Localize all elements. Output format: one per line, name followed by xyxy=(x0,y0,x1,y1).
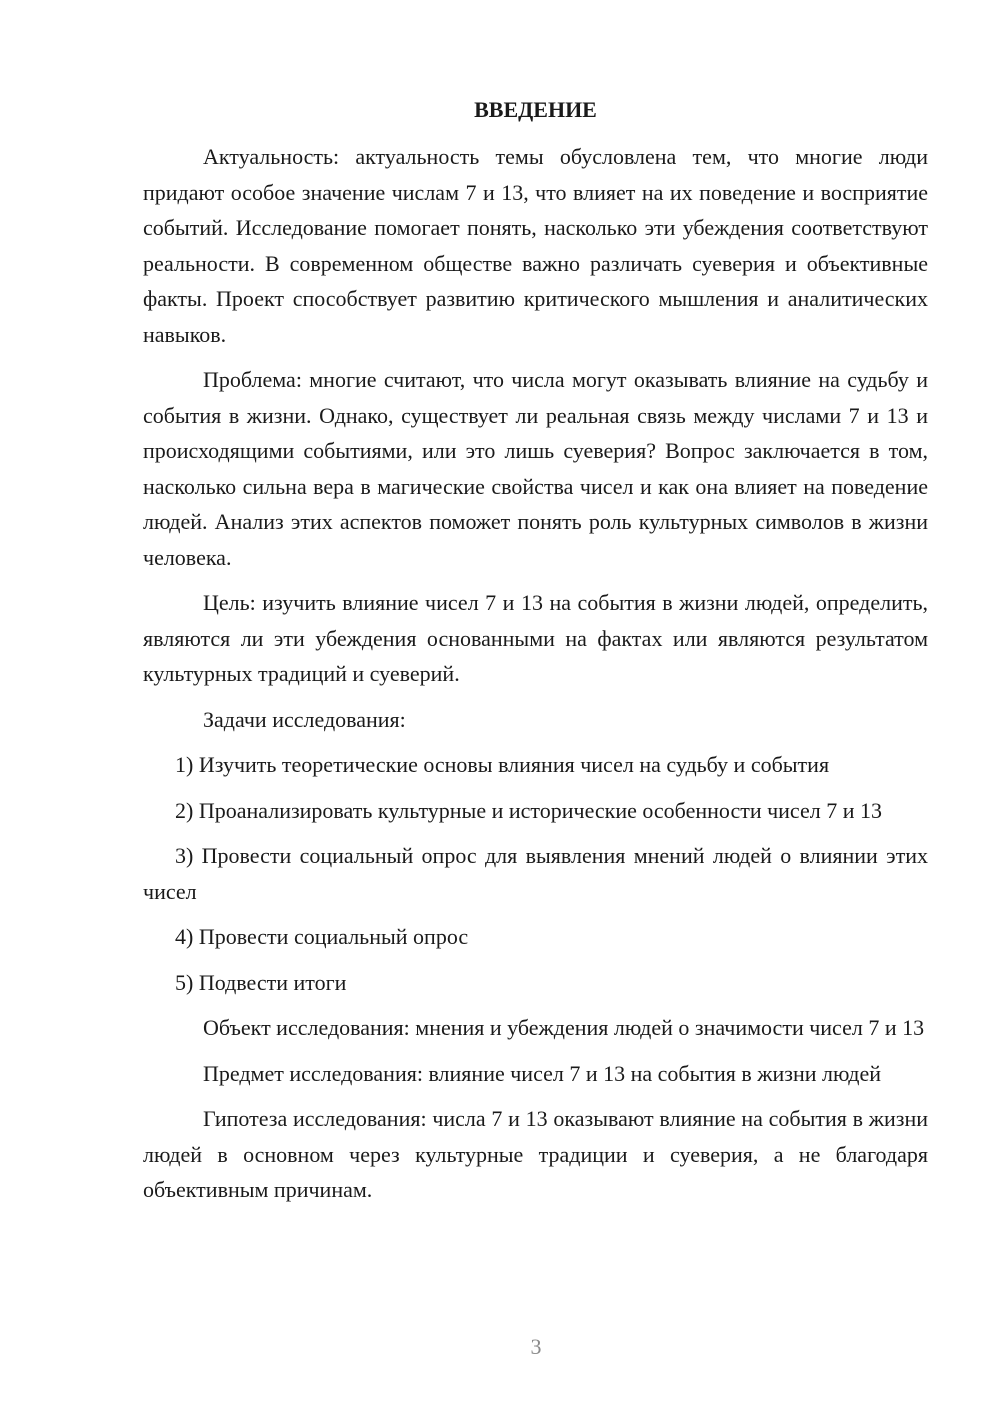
task-item-4: 4) Провести социальный опрос xyxy=(175,924,469,949)
paragraph-subject: Предмет исследования: влияние чисел 7 и 13 на события в жизни людей xyxy=(203,1060,882,1086)
paragraph-problem: Проблема: многие считают, что числа могут оказывать влияние на судьбу и события в жизни. Однако, существует ли реальная связь между числами 7 и 13 и происходящими событиями, или это лишь суеверия? Вопрос заключается в том, насколько сильна вера в магические свойства чисел и как она влияет на поведение людей. Анализ этих аспектов поможет понять роль культурных символов в жизни человека. xyxy=(143,367,928,570)
paragraph-relevance: Актуальность: актуальность темы обусловлена тем, что многие люди придают особое значение числам 7 и 13, что влияет на их поведение и восприятие событий. Исследование помогает понять, насколько эти убеждения соответствуют реальности. В современном обществе важно различать суеверия и объективные факты. Проект способствует развитию критического мышления и аналитических навыков. xyxy=(143,144,928,347)
task-item-2: 2) Проанализировать культурные и исторические особенности чисел 7 и 13 xyxy=(175,797,882,823)
paragraph-hypothesis: Гипотеза исследования: числа 7 и 13 оказывают влияние на события в жизни людей в основном через культурные традиции и суеверия, а не благодаря объективным причинам. xyxy=(143,1106,928,1202)
task-item-3: 3) Провести социальный опрос для выявления мнений людей о влиянии этих чисел xyxy=(143,843,928,904)
task-item-5: 5) Подвести итоги xyxy=(175,969,347,995)
page-number: 3 xyxy=(530,1334,542,1359)
task-item-1: 1) Изучить теоретические основы влияния чисел на судьбу и события xyxy=(175,752,830,777)
tasks-heading: Задачи исследования: xyxy=(203,706,406,732)
paragraph-object: Объект исследования: мнения и убеждения людей о значимости чисел 7 и 13 xyxy=(203,1015,925,1040)
section-title: ВВЕДЕНИЕ xyxy=(474,97,597,122)
document-page xyxy=(143,92,928,1218)
paragraph-goal: Цель: изучить влияние чисел 7 и 13 на события в жизни людей, определить, являются ли эти убеждения основанными на фактах или являются результатом культурных традиций и суеверий. xyxy=(143,590,928,686)
